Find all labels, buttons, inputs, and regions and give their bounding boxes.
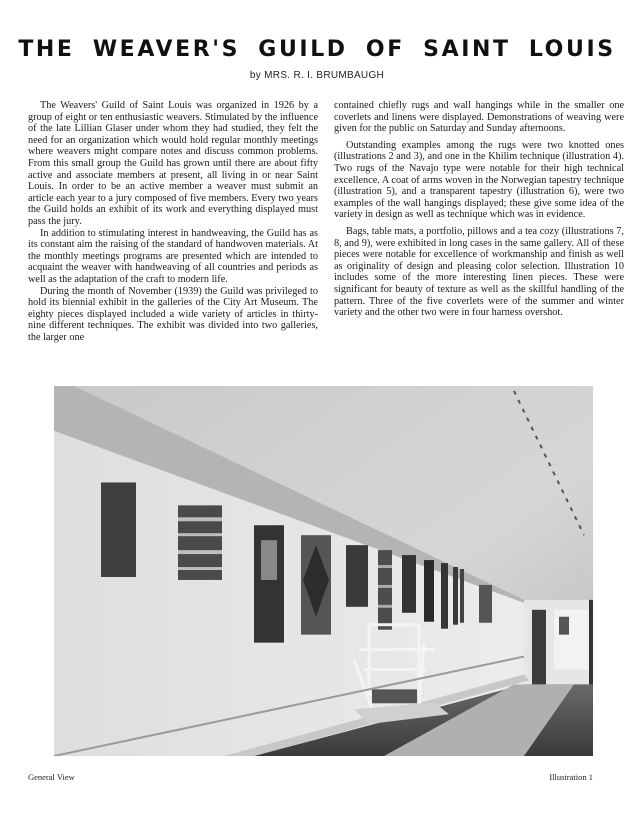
- article-title: THE WEAVER'S GUILD OF SAINT LOUIS: [18, 37, 616, 62]
- text-column-left: [28, 100, 318, 378]
- paragraph: contained chiefly rugs and wall hangings while in the smaller one coverlets and linens were displayed. Demonstrations of weaving were given for the public on Saturday and Sunday afternoons.: [334, 100, 624, 135]
- gallery-photo-illustration: [54, 386, 593, 756]
- hanging: [479, 585, 492, 623]
- figure-caption-title: General View: [28, 772, 75, 782]
- paragraph: During the month of November (1939) the Guild was privileged to hold its biennial exhibit in the galleries of the City Art Museum. The eighty pieces displayed included a wide variety of articles in thirty-nine different techniques. The exhibit was divided into two galleries, the larger one: [28, 285, 318, 343]
- figure-caption-number: Illustration 1: [549, 772, 593, 782]
- paragraph: Bags, table mats, a portfolio, pillows and a tea cozy (illustrations 7, 8, and 9), were exhibited in long cases in the same gallery. All of these pieces were notable for excellence of workmanship and finish as well as originality of design and pleasing color selection. Illustration 10 includes some of the more interesting linen pieces. These were significant for beauty of texture as well as the skillful handling of the pattern. Three of the five coverlets were of the summer and winter variety and the other two were in four harness overshot.: [334, 225, 624, 319]
- hanging: [101, 482, 136, 576]
- paragraph: In addition to stimulating interest in handweaving, the Guild has as its constant aim the raising of the standard of handwoven materials. At the monthly meetings programs are presented which are intended to acquaint the weaver with handweaving of all countries and periods as well as the adaptation of the craft to modern life.: [28, 227, 318, 285]
- hanging: [378, 550, 392, 630]
- loom-warp: [372, 689, 417, 703]
- hanging: [346, 545, 368, 607]
- hanging: [460, 569, 464, 623]
- hanging: [453, 567, 458, 625]
- hanging: [402, 555, 416, 613]
- far-doorway-hanging: [532, 610, 546, 698]
- paragraph: The Weavers' Guild of Saint Louis was organized in 1926 by a group of eight or ten enthusiastic weavers. Stimulated by the influence of the late Lillian Glaser under whom they had studied, they felt the need for an organization which would hold regular monthly meetings where weavers might compare notes and discuss common problems. From this small group the Guild has grown until there are about fifty active and associate members at present, all living in or near Saint Louis. In order to be an active member a weaver must submit an article each year to a jury composed of five members. Every two years the Guild holds an exhibit of its work and everything displayed must pass the jury.: [28, 100, 318, 227]
- author-byline: by MRS. R. I. BRUMBAUGH: [249, 70, 385, 81]
- hanging: [441, 563, 448, 629]
- paragraph: Outstanding examples among the rugs were two knotted ones (illustrations 2 and 3), and one in the Khilim technique (illustration 4). Two rugs of the Navajo type were notable for their high technical excellence. A coat of arms woven in the Norwegian tapestry technique (illustration 5), and a transparent tapestry (illustration 6), were two examples of the wall hangings displayed; these give some idea of the variety in design as well as technique which was in evidence.: [334, 139, 624, 221]
- text-column-right: [334, 100, 624, 378]
- gallery-photograph: [54, 386, 593, 756]
- far-hanging: [559, 617, 569, 635]
- hanging: [424, 560, 434, 622]
